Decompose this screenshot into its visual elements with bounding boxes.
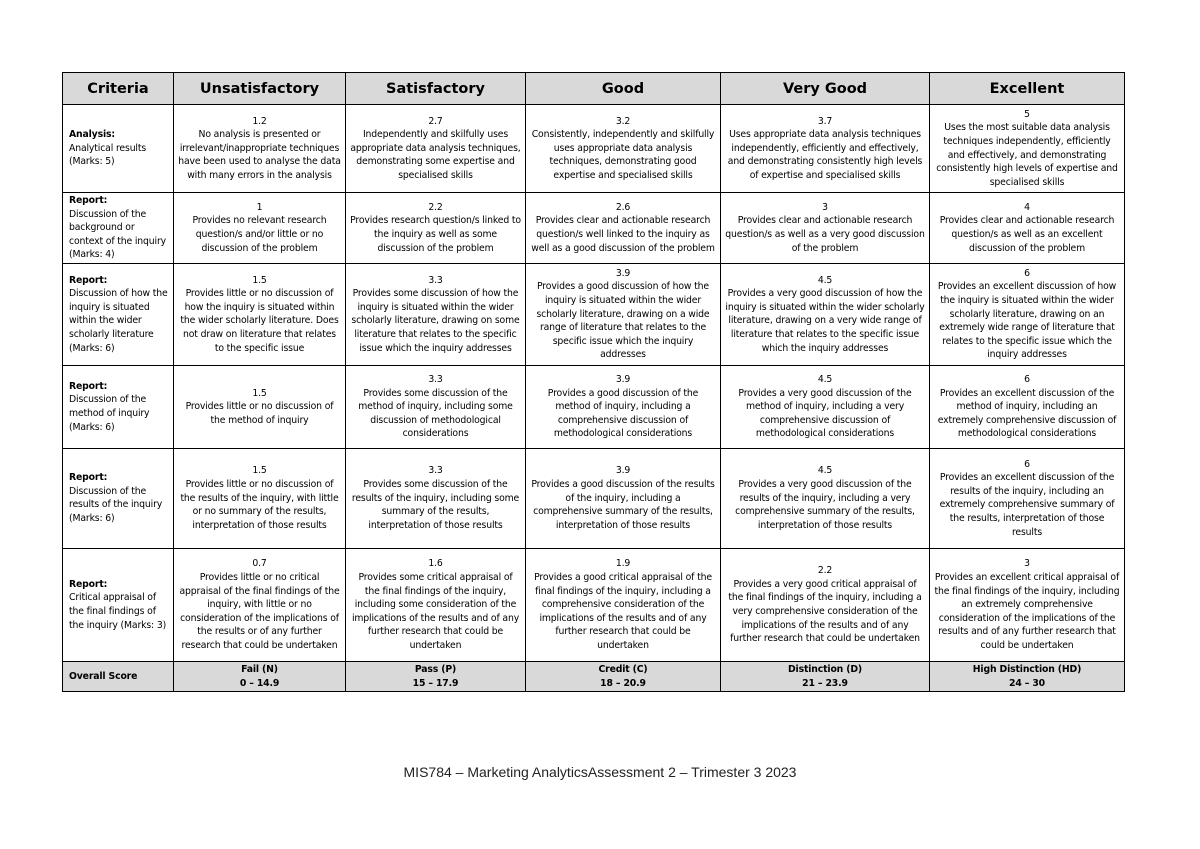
rubric-cell xyxy=(346,365,526,448)
grade-range: 21 – 23.9 xyxy=(802,677,848,689)
criteria-desc: Critical appraisal of the final findings of the inquiry (Marks: 3) xyxy=(69,592,167,631)
cell-score: 3.3 xyxy=(428,465,443,477)
cell-score: 0.7 xyxy=(252,558,267,570)
cell-score: 3.2 xyxy=(615,115,631,127)
cell-score: 3.3 xyxy=(428,373,443,385)
grade-cell-distinction xyxy=(721,661,930,691)
cell-description: Provides little or no discussion of how the inquiry is situated within the wider scholarly literature. Does not draw on literature that relates to the specific issue xyxy=(180,288,339,354)
cell-score: 3.9 xyxy=(615,465,631,477)
cell-score: 2.7 xyxy=(428,115,443,127)
rubric-cell xyxy=(721,365,930,448)
cell-description: Provides clear and actionable research question/s as well as a very good discussion of the problem xyxy=(725,215,925,254)
cell-description: Provides a very good critical appraisal of the final findings of the inquiry, including a very comprehensive consideration of the implications of the results and of any further research that could be undertaken xyxy=(728,578,922,645)
rubric-cell xyxy=(930,548,1125,661)
rubric-cell xyxy=(721,193,930,264)
cell-description: Uses appropriate data analysis techniques independently, efficiently and effectively, and demonstrating consistently high levels of expertise and specialised skills xyxy=(727,129,923,181)
criteria-cell xyxy=(63,448,174,548)
rubric-cell xyxy=(721,448,930,548)
cell-score: 6 xyxy=(1024,267,1030,279)
grade-range: 24 – 30 xyxy=(1009,677,1045,689)
cell-description: Provides a good discussion of the method of inquiry, including a comprehensive discussion of methodological considerations xyxy=(547,387,699,440)
criteria-desc: Discussion of the method of inquiry (Marks: 6) xyxy=(69,394,150,433)
rubric-cell xyxy=(721,105,930,193)
rubric-cell xyxy=(174,365,346,448)
cell-score: 5 xyxy=(1024,108,1030,120)
cell-score: 3.3 xyxy=(428,274,443,286)
criteria-cell xyxy=(63,548,174,661)
criteria-desc: Discussion of the results of the inquiry (Marks: 6) xyxy=(69,485,163,525)
rubric-cell xyxy=(526,105,721,193)
rubric-cell xyxy=(346,105,526,193)
cell-score: 3.9 xyxy=(615,267,631,279)
cell-description: Independently and skilfully uses appropriate data analysis techniques, demonstrating some expertise and specialised skills xyxy=(350,129,521,181)
cell-score: 4.5 xyxy=(817,465,833,477)
cell-score: 6 xyxy=(1024,373,1030,385)
criteria-title: Report: xyxy=(69,472,108,484)
cell-score: 1 xyxy=(256,201,263,213)
cell-score: 4 xyxy=(1024,201,1030,213)
cell-description: Provides an excellent discussion of how the inquiry is situated within the wider scholarly literature, drawing on an extremely wide range of literature that relates to the specific issue which the inquiry addresses xyxy=(937,281,1117,361)
header-criteria: Criteria xyxy=(63,73,174,105)
rubric-cell xyxy=(526,448,721,548)
rubric-cell xyxy=(174,448,346,548)
grade-cell-fail xyxy=(174,661,346,691)
criteria-desc: Discussion of how the inquiry is situated within the wider scholarly literature (Marks: 6) xyxy=(69,288,168,354)
rubric-cell xyxy=(346,448,526,548)
header-very-good: Very Good xyxy=(721,73,930,105)
cell-score: 6 xyxy=(1024,458,1030,470)
cell-description: Uses the most suitable data analysis techniques independently, efficiently and effectively, and demonstrating consistently high levels of expertise and specialised skills xyxy=(936,122,1118,188)
table-row xyxy=(63,193,1125,264)
header-good: Good xyxy=(526,73,721,105)
rubric-cell xyxy=(721,263,930,365)
rubric-cell xyxy=(346,193,526,264)
grade-name: High Distinction (HD) xyxy=(972,663,1082,675)
cell-score: 2.2 xyxy=(817,565,833,577)
rubric-cell xyxy=(930,263,1125,365)
cell-description: Provides an excellent discussion of the method of inquiry, including an extremely comprehensive discussion of methodological considerations xyxy=(937,387,1117,440)
grade-name: Credit (C) xyxy=(598,663,648,675)
cell-score: 3 xyxy=(822,201,828,213)
cell-description: Provides some discussion of how the inquiry is situated within the wider scholarly literature, drawing on some literature that relates to the specific issue which the inquiry addresses xyxy=(351,288,520,354)
criteria-title: Report: xyxy=(69,274,108,286)
cell-description: Provides no relevant research question/s and/or little or no discussion of the problem xyxy=(192,215,327,254)
cell-score: 1.5 xyxy=(252,274,267,286)
cell-description: Provides little or no critical appraisal of the final findings of the inquiry, with little or no consideration of the implications of the results or of any further research that could be undertaken xyxy=(179,571,340,651)
grade-name: Fail (N) xyxy=(241,663,278,675)
grade-name: Distinction (D) xyxy=(787,663,863,675)
cell-description: Provides some discussion of the method of inquiry, including some discussion of methodological considerations xyxy=(358,387,513,440)
cell-description: Provides clear and actionable research question/s as well as an excellent discussion of the problem xyxy=(939,215,1115,254)
criteria-cell xyxy=(63,105,174,193)
header-row xyxy=(63,73,1125,105)
rubric-cell xyxy=(526,548,721,661)
cell-description: Provides some discussion of the results of the inquiry, including some summary of the results, interpretation of those results xyxy=(351,479,520,531)
cell-description: Provides a very good discussion of the results of the inquiry, including a very comprehensive summary of the results, interpretation of those results xyxy=(735,479,915,531)
cell-score: 2.2 xyxy=(428,201,443,213)
cell-score: 1.9 xyxy=(615,558,631,570)
rubric-cell xyxy=(346,263,526,365)
cell-description: Provides clear and actionable research question/s well linked to the inquiry as well as a good discussion of the problem xyxy=(531,215,715,254)
grade-cell-high-distinction xyxy=(930,661,1125,691)
grade-range: 0 – 14.9 xyxy=(239,677,280,689)
grade-name: Pass (P) xyxy=(414,663,457,675)
rubric-cell xyxy=(930,448,1125,548)
rubric-cell xyxy=(346,548,526,661)
overall-score-row xyxy=(63,661,1125,691)
table-row xyxy=(63,448,1125,548)
grade-cell-pass xyxy=(346,661,526,691)
rubric-cell xyxy=(174,548,346,661)
rubric-cell xyxy=(930,365,1125,448)
cell-description: Provides a very good discussion of how the inquiry is situated within the wider scholarly literature, drawing on a very wide range of literature that relates to the specific issue which the inquiry addresses xyxy=(725,288,925,354)
cell-description: Provides a good discussion of how the inquiry is situated within the wider scholarly literature, drawing on a wide range of literature that relates to the specific issue which the inquiry addresses xyxy=(536,281,710,361)
cell-score: 1.5 xyxy=(252,465,267,477)
criteria-desc: Analytical results (Marks: 5) xyxy=(69,142,147,168)
rubric-cell xyxy=(174,193,346,264)
cell-score: 1.2 xyxy=(252,115,267,127)
table-row xyxy=(63,548,1125,661)
header-unsatisfactory: Unsatisfactory xyxy=(174,73,346,105)
grade-range: 18 – 20.9 xyxy=(600,677,646,689)
header-excellent: Excellent xyxy=(930,73,1125,105)
cell-score: 1.6 xyxy=(428,558,443,570)
cell-score: 3.9 xyxy=(615,373,631,385)
cell-score: 1.5 xyxy=(252,387,267,399)
cell-score: 3.7 xyxy=(817,115,833,127)
rubric-cell xyxy=(526,263,721,365)
table-row xyxy=(63,263,1125,365)
table-row xyxy=(63,105,1125,193)
cell-score: 2.6 xyxy=(615,201,631,213)
rubric-cell xyxy=(526,193,721,264)
rubric-cell xyxy=(526,365,721,448)
criteria-desc: Discussion of the background or context of the inquiry (Marks: 4) xyxy=(69,208,167,261)
criteria-cell xyxy=(63,365,174,448)
cell-score: 4.5 xyxy=(817,274,833,286)
cell-description: Provides a good critical appraisal of the final findings of the inquiry, including a comprehensive consideration of the implications of the results and of any further research that could be undertaken xyxy=(534,571,712,651)
grade-cell-credit xyxy=(526,661,721,691)
page-footer: MIS784 – Marketing AnalyticsAssessment 2 – Trimester 3 2023 xyxy=(403,764,797,780)
rubric-cell xyxy=(930,193,1125,264)
rubric-table xyxy=(62,72,1125,692)
criteria-cell xyxy=(63,193,174,264)
cell-description: Provides research question/s linked to the inquiry as well as some discussion of the problem xyxy=(350,215,521,254)
overall-score-label: Overall Score xyxy=(63,661,174,691)
rubric-cell xyxy=(930,105,1125,193)
cell-description: No analysis is presented or irrelevant/inappropriate techniques have been used to analyse the data with many errors in the analysis xyxy=(178,129,341,181)
rubric-cell xyxy=(721,548,930,661)
cell-description: Provides an excellent critical appraisal of the final findings of the inquiry, including an extremely comprehensive consideration of the implications of the results and of any further research that could be undertaken xyxy=(934,571,1120,651)
header-satisfactory: Satisfactory xyxy=(346,73,526,105)
cell-description: Provides a good discussion of the results of the inquiry, including a comprehensive summary of the results, interpretation of those results xyxy=(531,479,715,531)
cell-description: Provides some critical appraisal of the final findings of the inquiry, including some consideration of the implications of the results and of any further research that could be undertaken xyxy=(351,571,520,651)
rubric-cell xyxy=(174,105,346,193)
criteria-title: Report: xyxy=(69,380,108,392)
criteria-title: Analysis: xyxy=(69,129,115,141)
cell-description: Consistently, independently and skilfully uses appropriate data analysis techniques, demonstrating good expertise and specialised skills xyxy=(531,129,715,181)
criteria-cell xyxy=(63,263,174,365)
rubric-cell xyxy=(174,263,346,365)
criteria-title: Report: xyxy=(69,578,108,590)
criteria-title: Report: xyxy=(69,195,108,206)
grade-range: 15 – 17.9 xyxy=(412,677,459,689)
cell-description: Provides a very good discussion of the method of inquiry, including a very comprehensive discussion of methodological considerations xyxy=(738,387,912,440)
cell-description: Provides an excellent discussion of the results of the inquiry, including an extremely comprehensive summary of the results, interpretation of those results xyxy=(939,472,1115,538)
cell-description: Provides little or no discussion of the results of the inquiry, with little or no summary of the results, interpretation of those results xyxy=(180,479,339,531)
cell-score: 3 xyxy=(1024,558,1030,570)
cell-score: 4.5 xyxy=(817,373,833,385)
cell-description: Provides little or no discussion of the method of inquiry xyxy=(185,401,334,426)
table-row xyxy=(63,365,1125,448)
